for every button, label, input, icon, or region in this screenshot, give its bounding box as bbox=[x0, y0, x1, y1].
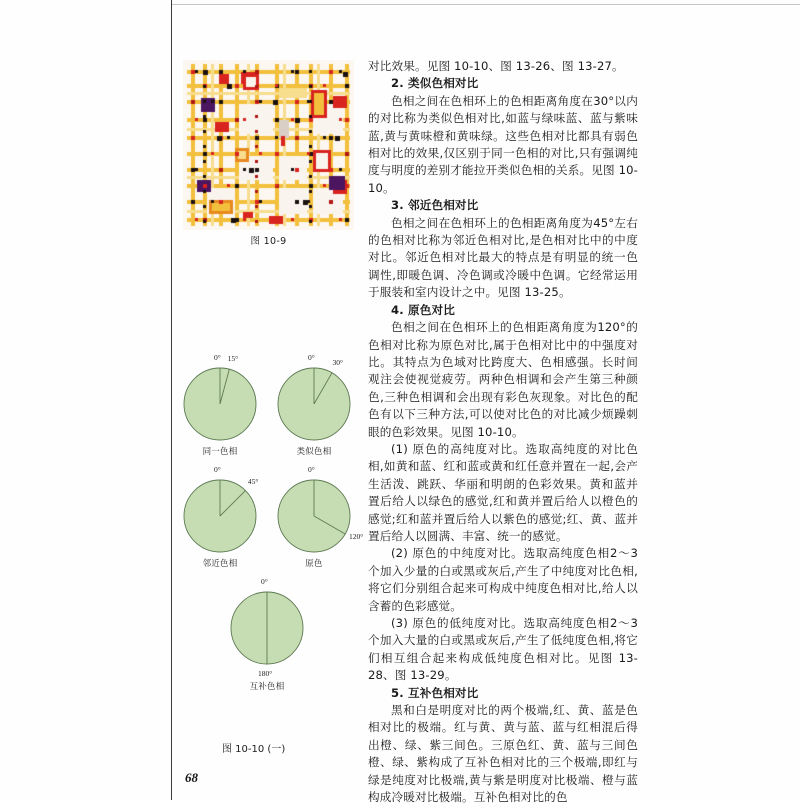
section-heading: 4. 原色对比 bbox=[391, 302, 455, 317]
hue-wheel-graphic bbox=[180, 476, 260, 556]
hue-wheel-label: 类似色相 bbox=[296, 447, 332, 457]
hue-wheel-start-angle-label: 0° bbox=[214, 465, 221, 474]
body-paragraph: 色相之间在色相环上的色相距离角度为45°左右的色相对比称为邻近色相对比,是色相对比中的中度对比。邻近色相对比最大的特点是有明显的统一色调性,即暖色调、冷色调或冷暖中色调。它经常运用于服装和室内设计之中。见图 13-25。 bbox=[368, 215, 638, 300]
hue-wheel-similar-hue bbox=[274, 353, 354, 457]
hue-wheel-end-angle-label: 180° bbox=[258, 669, 273, 678]
body-paragraph: 黑和白是明度对比的两个极端,红、黄、蓝是色相对比的极端。红与黄、黄与蓝、蓝与红相混后得出橙、绿、紫三间色。三原色红、黄、蓝与三间色橙、绿、紫构成了互补色相对比的三个极端,即红与绿是纯度对比极端,黄与紫是明度对比极端、橙与蓝构成冷暖对比极端。互补色相对比的色 bbox=[368, 703, 638, 805]
mondrian-canvas bbox=[183, 60, 354, 230]
hue-wheel-wrap bbox=[180, 353, 260, 444]
section-heading: 5. 互补色相对比 bbox=[391, 685, 479, 700]
hue-wheel-adjacent-hue bbox=[180, 465, 260, 569]
section-heading: 3. 邻近色相对比 bbox=[391, 198, 479, 213]
page-edge-top bbox=[171, 4, 800, 5]
hue-wheel-graphic bbox=[274, 364, 354, 444]
page-edge-line bbox=[171, 0, 172, 800]
hue-wheel-complementary-hue bbox=[227, 577, 307, 692]
page-number: 68 bbox=[185, 770, 198, 785]
hue-wheel-end-angle-label: 45° bbox=[247, 477, 259, 487]
hue-wheel-end-angle-label: 30° bbox=[332, 358, 343, 368]
body-text-column bbox=[368, 58, 638, 806]
hue-wheel-label: 邻近色相 bbox=[202, 559, 238, 569]
hue-wheel-primary-hue bbox=[274, 465, 364, 569]
hue-wheel-start-angle-label: 0° bbox=[214, 353, 221, 362]
hue-wheel-wrap bbox=[274, 465, 364, 556]
hue-wheel-label: 互补色相 bbox=[249, 682, 285, 692]
hue-wheel-wrap bbox=[180, 465, 260, 556]
left-figure-column bbox=[176, 40, 364, 785]
body-paragraph: 对比效果。见图 10-10、图 13-26、图 13-27。 bbox=[368, 59, 624, 73]
hue-wheel-label: 同一色相 bbox=[202, 447, 238, 457]
hue-wheel-graphic bbox=[274, 476, 354, 556]
body-paragraph: (1) 原色的高纯度对比。选取高纯度的对比色相,如黄和蓝、红和蓝或黄和红任意并置在一起,会产生活泼、跳跃、华丽和明朗的色彩效果。黄和蓝并置后给人以绿色的感觉,红和黄并置后给人以橙色的感觉;红和蓝并置后给人以紫色的感觉;红、黄、蓝并置后给人以圆满、丰富、统一的感觉。 bbox=[368, 441, 638, 543]
hue-wheel-graphic bbox=[227, 588, 307, 668]
hue-wheel-start-angle-label: 0° bbox=[261, 577, 268, 586]
hue-wheel-wrap bbox=[227, 577, 307, 678]
hue-wheel-end-angle-label: 15° bbox=[227, 353, 239, 363]
hue-wheel-same-hue bbox=[180, 353, 260, 457]
hue-wheel-start-angle-label: 0° bbox=[308, 465, 315, 474]
hue-wheel-end-angle-label: 120° bbox=[348, 531, 364, 541]
figure-10-9-caption: 图 10-9 bbox=[250, 236, 287, 247]
hue-wheel-wrap bbox=[274, 353, 354, 444]
section-heading: 2. 类似色相对比 bbox=[391, 76, 479, 91]
body-paragraph: (2) 原色的中纯度对比。选取高纯度色相2～3个加入少量的白或黑或灰后,产生了中纯度对比色相,将它们分别组合起来可构成中纯度色相对比,给人以含蓄的色彩感觉。 bbox=[368, 546, 638, 613]
mondrian-painting-image bbox=[183, 60, 354, 230]
hue-wheel-graphic bbox=[180, 364, 260, 444]
hue-wheel-label: 原色 bbox=[305, 559, 323, 569]
hue-wheel-start-angle-label: 0° bbox=[308, 353, 315, 362]
figure-10-10-caption: 图 10-10 (一) bbox=[222, 744, 286, 755]
body-paragraph: 色相之间在色相环上的色相距离角度为120°的色相对比称为原色对比,属于色相对比中的中强度对比。其特点为色域对比跨度大、色相感强。长时间观注会使视觉疲劳。两种色相调和会产生第三种颜色,三种色相调和会出现有彩色灰现象。对比色的配色有以下三种方法,可以使对比色的对比减少烦躁刺眼的色彩效果。见图 10-10。 bbox=[368, 320, 638, 439]
figure-10-9 bbox=[183, 60, 354, 247]
body-paragraph: (3) 原色的低纯度对比。选取高纯度色相2～3个加入大量的白或黑或灰后,产生了低纯度色相,将它们相互组合起来构成低纯度色相对比。见图 13-28、图 13-29。 bbox=[368, 616, 638, 683]
body-paragraph: 色相之间在色相环上的色相距离角度在30°以内的对比称为类似色相对比,如蓝与绿味蓝、蓝与紫味蓝,黄与黄味橙和黄味绿。这些色相对比都具有弱色相对比的效果,仅区别于同一色相的对比,只有强调纯度与明度的差别才能拉开类似色相的关系。见图 10-10。 bbox=[368, 93, 638, 195]
